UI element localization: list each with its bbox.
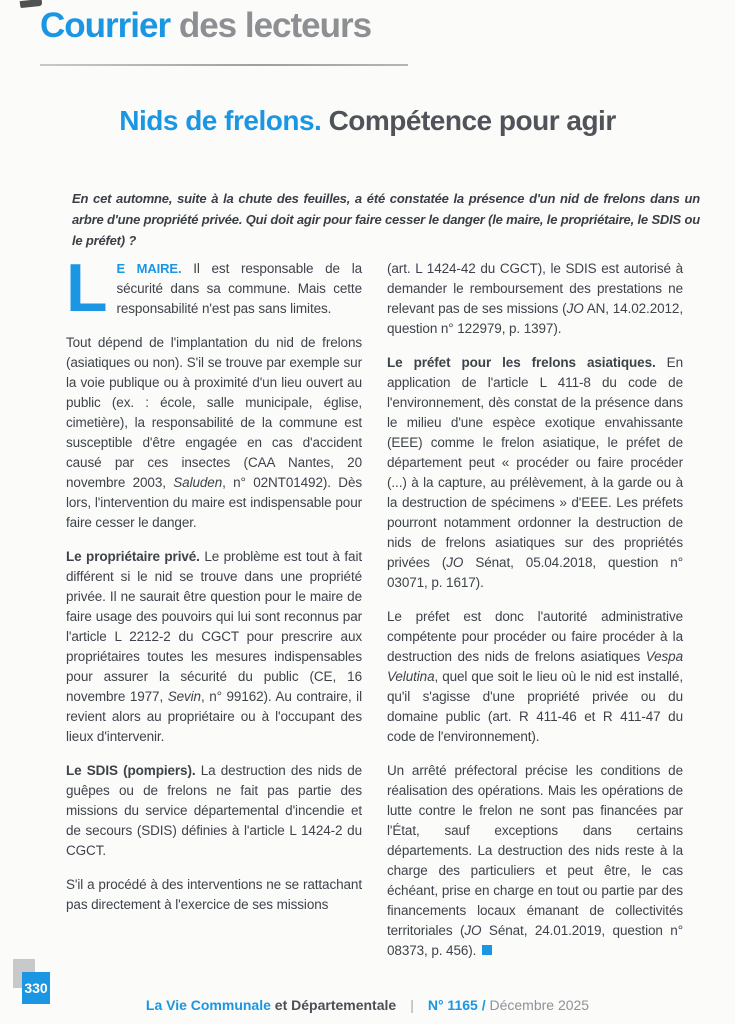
paragraph <box>387 607 683 747</box>
text-segment: Sevin <box>167 689 201 704</box>
text-segment: JO <box>566 301 584 316</box>
section-header-primary: Courrier <box>40 6 171 45</box>
paragraph <box>66 875 362 915</box>
header-divider <box>40 64 408 66</box>
paragraph <box>66 547 362 747</box>
page-number: 330 <box>22 972 50 1004</box>
footer <box>0 997 735 1013</box>
text-segment: Sénat, 05.04.2018, question n° 03071, p. 1617). <box>387 555 683 590</box>
paragraph <box>387 259 683 339</box>
text-segment: Tout dépend de l'implantation du nid de frelons (asiatiques ou non). S'il se trouve par exemple sur la voie publique ou à proximité d'un lieu ouvert au public (ex. : école, salle municipale, église, cimetière), la responsabilité de la commune est susceptible d'être engagée en cas d'accident causé par ces insectes (CAA Nantes, 20 novembre 2003, <box>66 335 362 490</box>
paragraph-lead: Le SDIS (pompiers). <box>66 763 196 778</box>
paragraph <box>387 761 683 961</box>
right-column <box>387 259 683 975</box>
text-segment: En application de l'article L 411-8 du code de l'environnement, dès constat de la présence dans le milieu d'une espèce exotique envahissante (EEE) comme le frelon asiatique, le préfet de département peut « procéder ou faire procéder (...) à la capture, au prélèvement, à la garde ou à la destruction de spécimens » d'EEE. Les préfets pourront notamment ordonner la destruction de nids de frelons asiatiques sur des propriétés privées ( <box>387 355 683 570</box>
text-segment: S'il a procédé à des interventions ne se rattachant pas directement à l'exercice de ses missions <box>66 877 362 912</box>
article-title <box>0 105 735 137</box>
text-segment: JO <box>446 555 464 570</box>
drop-cap: L <box>66 250 108 326</box>
section-header <box>40 6 371 46</box>
article-intro: En cet automne, suite à la chute des feuilles, a été constatée la présence d'un nid de frelons dans un arbre d'une propriété privée. Qui doit agir pour faire cesser le danger (le maire, le propriétaire, le SDIS ou le préfet) ? <box>72 191 700 249</box>
scan-smudge-artifact <box>20 0 43 8</box>
text-segment: JO <box>464 923 482 938</box>
paragraph-lead: Le propriétaire privé. <box>66 549 200 564</box>
article-title-primary: Nids de frelons. <box>119 105 322 136</box>
text-segment: Le préfet est donc l'autorité administrative compétente pour procéder ou faire procéder à la destruction des nids de frelons asiatiques <box>387 609 683 664</box>
section-header-secondary: des lecteurs <box>170 6 372 45</box>
text-segment: Vespa Velutina <box>387 649 683 684</box>
text-segment: Il est responsable de la sécurité dans sa commune. Mais cette responsabilité n'est pas sans limites. <box>116 261 363 316</box>
paragraph-lead: E MAIRE. <box>116 261 182 276</box>
text-segment: Le problème est tout à fait différent si le nid se trouve dans une propriété privée. Il ne saurait être question pour le maire de faire usage des pouvoirs qui lui sont reconnus par l'article L 2212-2 du CGCT pour prescrire aux propriétaires toutes les mesures indispensables pour assurer la sécurité du public (CE, 16 novembre 1977, <box>66 549 362 704</box>
text-segment: Saluden <box>173 475 223 490</box>
issue-date: Décembre 2025 <box>489 997 590 1013</box>
text-segment: (art. L 1424-42 du CGCT), le SDIS est autorisé à demander le remboursement des prestations ne relevant pas de ses missions ( <box>387 261 683 316</box>
article-end-mark <box>482 945 492 955</box>
left-column <box>66 250 363 975</box>
text-segment: La destruction des nids de guêpes ou de frelons ne fait pas partie des missions du service départemental d'incendie et de secours (SDIS) définies à l'article L 1424-2 du CGCT. <box>66 763 363 858</box>
footer-separator: | <box>410 997 414 1013</box>
journal-name-primary: La Vie Communale <box>145 997 271 1013</box>
text-segment: , quel que soit le lieu où le nid est installé, qu'il s'agisse d'une propriété privée ou du domaine public (art. R 411-46 et R 411-47 du code de l'environnement). <box>387 669 683 744</box>
paragraph <box>66 333 362 533</box>
paragraph <box>66 250 363 326</box>
text-segment: Un arrêté préfectoral précise les conditions de réalisation des opérations. Mais les opérations de lutte contre le frelon ne sont pas financées par l'État, sauf exceptions dans certains départements. La destruction des nids reste à la charge des particuliers et peut être, le cas échéant, prise en charge en tout ou partie par des financements locaux émanant de collectivités territoriales ( <box>387 763 683 938</box>
paragraph <box>66 761 362 861</box>
article-title-secondary: Compétence pour agir <box>321 105 616 136</box>
text-segment: Sénat, 24.01.2019, question n° 08373, p. 456). <box>387 923 683 958</box>
paragraph <box>387 353 683 593</box>
article-body <box>66 250 683 975</box>
text-segment: AN, 14.02.2012, question n° 122979, p. 1397). <box>387 301 683 336</box>
text-segment: , n° 02NT01492). Dès lors, l'intervention du maire est indispensable pour faire cesser le danger. <box>66 475 362 530</box>
issue-number: N° 1165 / <box>427 997 490 1013</box>
paragraph-lead: Le préfet pour les frelons asiatiques. <box>387 355 656 370</box>
journal-name-secondary: et Départementale <box>270 997 397 1013</box>
text-segment: , n° 99162). Au contraire, il revient alors au propriétaire ou à l'occupant des lieux d'intervenir. <box>66 689 362 744</box>
